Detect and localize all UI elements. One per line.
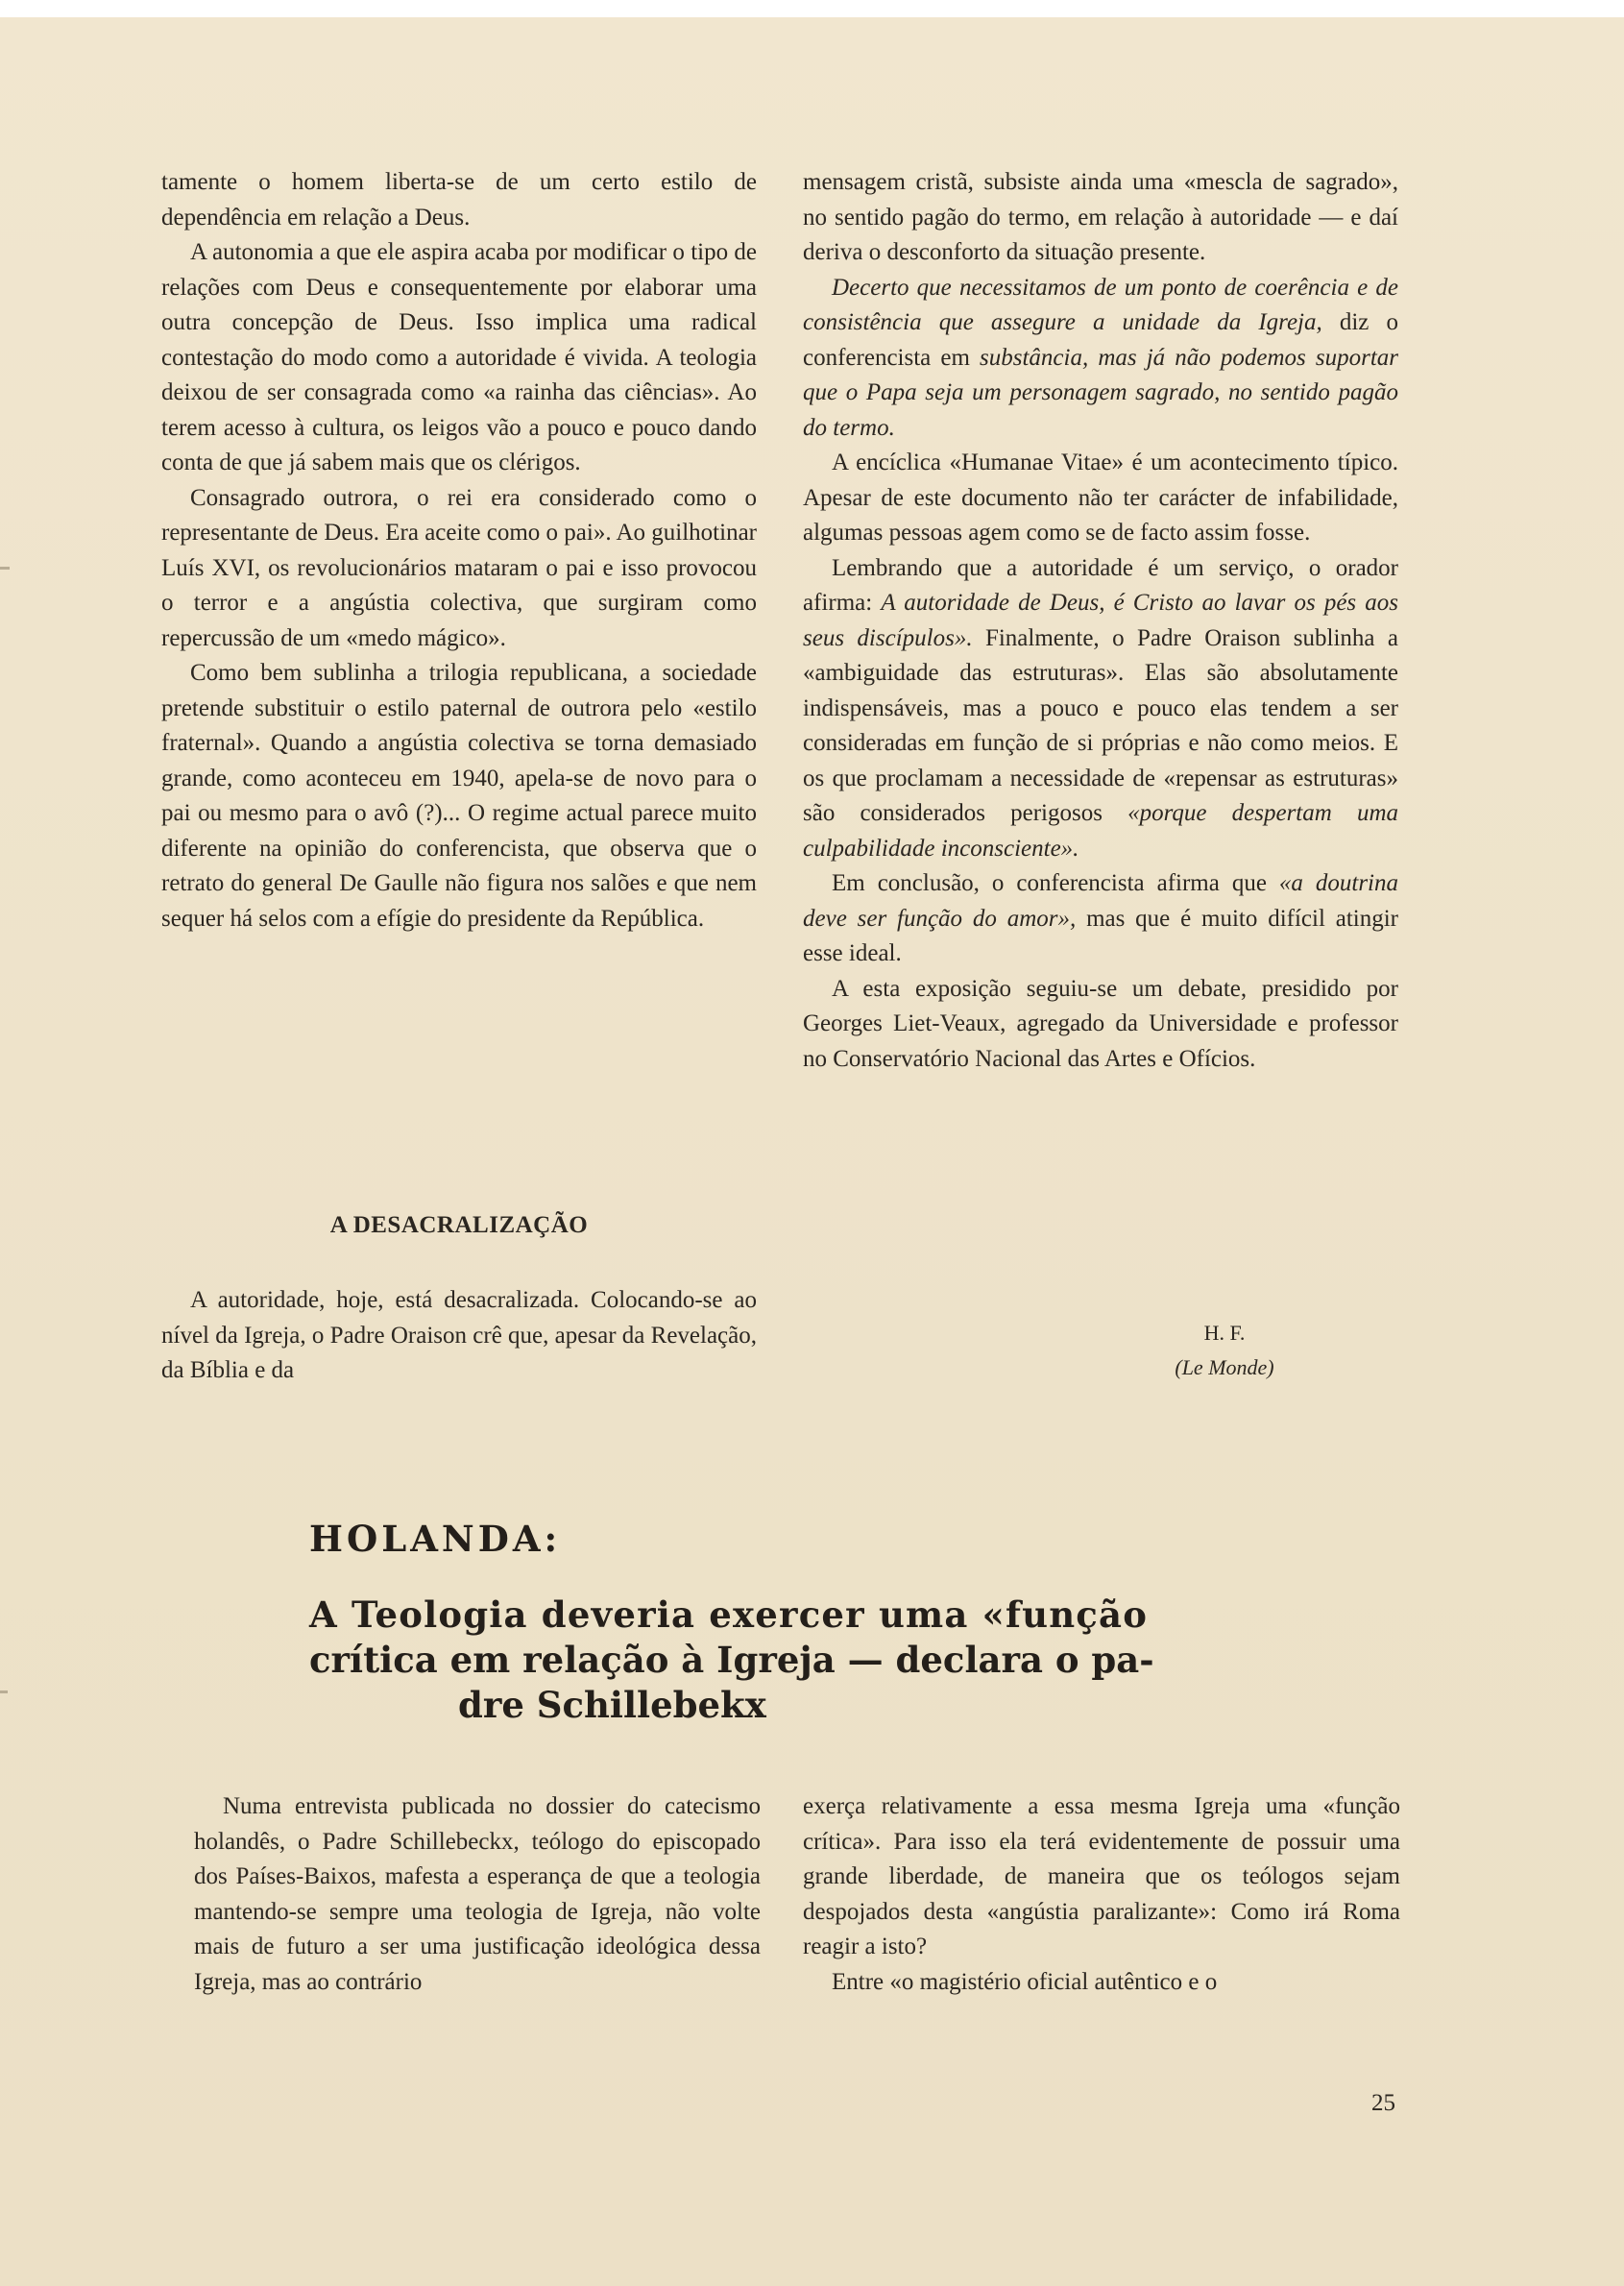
italic-quote: «a doutrina deve ser função do amor», (803, 870, 1399, 932)
page-number: 25 (1371, 2090, 1395, 2116)
italic-quote: substância, mas já não podemos suportar que o Papa seja um personagem sagrado, no sentido pagão do termo. (803, 344, 1398, 441)
paragraph: Como bem sublinha a trilogia republicana, a sociedade pretende substituir o estilo paternal de outrora pelo «estilo fraternal». Quando a angústia colectiva se torna demasiado grande, como aconteceu em 1940, apela-se de novo para o pai ou mesmo para o avô (?)... O regime actual parece muito diferente na opinião do conferencista, que observa que o retrato do general De Gaulle não figura nos salões e que nem sequer há selos com a efígie do presidente da República. (161, 660, 757, 932)
text-run: mas que é muito difícil atingir esse ideal. (803, 905, 1399, 966)
text-run: Lembrando que a autoridade é um serviço, o orador afirma: (803, 554, 1398, 616)
paragraph (803, 551, 1398, 867)
article-headline (309, 1593, 1279, 1728)
bottom-right-column (803, 1789, 1400, 2000)
paragraph: tamente o homem liberta-se de um certo estilo de dependência em relação a Deus. (161, 169, 757, 231)
text-run: Finalmente, o Padre Oraison sublinha a «ambiguidade das estruturas». Elas são absolutamente indispensáveis, mas a pouco e pouco elas tendem a ser consideradas em função de si próprias e não como meios. E os que proclamam a necessidade de «repensar as estruturas» são considerados perigosos (803, 624, 1398, 826)
italic-quote: «porque despertam uma culpabilidade inconsciente». (803, 800, 1398, 862)
country-label: HOLANDA: (309, 1518, 562, 1560)
paragraph: Entre «o magistério oficial autêntico e o (832, 1968, 1218, 1995)
top-left-column (161, 165, 757, 936)
headline-line: crítica em relação à Igreja — declara o pa- (309, 1639, 1154, 1681)
source-credit: (Le Monde) (1175, 1355, 1274, 1379)
paragraph: exerça relativamente a essa mesma Igreja uma «função crítica». Para isso ela terá evidentemente de possuir uma grande liberdade, de maneira que os teólogos sejam despojados desta «angústia paralizante»: Como irá Roma reagir a isto? (803, 1793, 1400, 1959)
paragraph: A autonomia a que ele aspira acaba por modificar o tipo de relações com Deus e consequentemente por elaborar uma outra concepção de Deus. Isso implica uma radical contestação do modo como a autoridade é vivida. A teologia deixou de ser consagrada como «a rainha das ciências». Ao terem acesso à cultura, os leigos vão a pouco e pouco dando conta de que já sabem mais que os clérigos. (161, 239, 757, 475)
top-right-column (803, 165, 1398, 1077)
paragraph (803, 271, 1398, 447)
paragraph: mensagem cristã, subsiste ainda uma «mescla de sagrado», no sentido pagão do termo, em relação à autoridade — e daí deriva o desconforto da situação presente. (803, 169, 1398, 265)
signoff (1128, 1316, 1321, 1385)
italic-quote: A autoridade de Deus, é Cristo ao lavar os pés aos seus discípulos». (803, 590, 1398, 651)
paragraph: A encíclica «Humanae Vitae» é um acontecimento típico. Apesar de este documento não ter carácter de infabilidade, algumas pessoas agem como se de facto assim fosse. (803, 450, 1398, 546)
paragraph: Numa entrevista publicada no dossier do catecismo holandês, o Padre Schillebeckx, teólogo do episcopado dos Países-Baixos, mafesta a esperança de que a teologia mantendo-se sempre uma teologia de Igreja, não volte mais de futuro a ser uma justificação ideológica dessa Igreja, mas ao contrário (194, 1793, 761, 1995)
paragraph: Consagrado outrora, o rei era considerado como o representante de Deus. Era aceite como o pai». Ao guilhotinar Luís XVI, os revolucionários mataram o pai e isso provocou o terror e a angústia colectiva, que surgiram como repercussão de um «medo mágico». (161, 484, 757, 651)
scan-mark (0, 1690, 8, 1693)
paragraph: A autoridade, hoje, está desacralizada. Colocando-se ao nível da Igreja, o Padre Oraison crê que, apesar da Revelação, da Bíblia e da (161, 1287, 757, 1383)
scan-top-margin (0, 0, 1624, 17)
bottom-left-column (194, 1789, 761, 2000)
subsection-column (161, 1283, 757, 1389)
paragraph: A esta exposição seguiu-se um debate, presidido por Georges Liet-Veaux, agregado da Universidade e professor no Conservatório Nacional das Artes e Ofícios. (803, 975, 1398, 1072)
text-run: Em conclusão, o conferencista afirma que (832, 870, 1279, 896)
paragraph (803, 866, 1398, 972)
text-run: diz o conferencista em (803, 309, 1399, 371)
section-subheading: A DESACRALIZAÇÃO (329, 1212, 589, 1238)
italic-quote: Decerto que necessitamos de um ponto de coerência e de consistência que assegure a unidade da Igreja, (803, 274, 1398, 335)
author-initials: H. F. (1203, 1321, 1246, 1345)
headline-line: A Teologia deveria exercer uma «função (309, 1593, 1149, 1636)
scan-mark (0, 567, 10, 570)
headline-line: dre Schillebekx (458, 1684, 766, 1726)
